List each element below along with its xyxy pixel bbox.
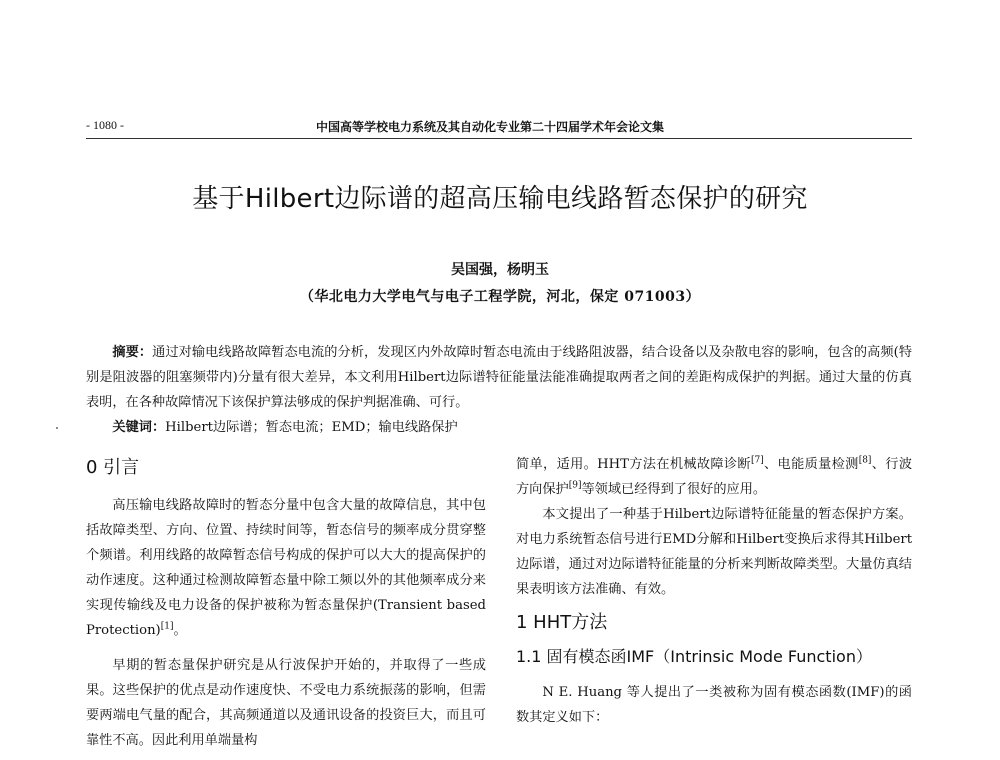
cont-text-b: 、电能质量检测 — [763, 457, 859, 472]
citation-9: [9] — [568, 480, 582, 491]
imf-paragraph: N E. Huang 等人提出了一类被称为固有模态函数(IMF)的函数其定义如下： — [516, 685, 912, 725]
left-column — [86, 452, 486, 753]
intro-paragraph-2: 早期的暂态量保护研究是从行波保护开始的，并取得了一些成果。这些保护的优点是动作速度快、不受电力系统振荡的影响，但需要两端电气量的配合，其高频通道以及通讯设备的投资巨大，而且可靠性不高。因此利用单端量构 — [86, 658, 486, 748]
journal-title: 中国高等学校电力系统及其自动化专业第二十四届学术年会论文集 — [316, 120, 665, 134]
abstract-block — [86, 340, 912, 440]
citation-1: [1] — [160, 621, 174, 632]
abstract — [86, 340, 912, 415]
running-header — [86, 118, 912, 139]
section-heading-hht: 1 HHT方法 — [516, 612, 608, 633]
cont-text-d: 等领域已经得到了很好的应用。 — [581, 482, 767, 497]
intro-paragraph-1-text: 高压输电线路故障时的暂态分量中包含大量的故障信息，其中包括故障类型、方向、位置、持续时间等，暂态信号的频率成分贯穿整个频谱。利用线路的故障暂态信号构成的保护可以大大的提高保护的动作速度。这种通过检测故障暂态量中除工频以外的其他频率成分来实现传输线及电力设备的保护被称为暂态量保护(Transient based Protection) — [86, 498, 486, 638]
abstract-label: 摘要： — [112, 345, 153, 360]
cont-text-c: 、行波方向保护 — [516, 457, 913, 497]
citation-7: [7] — [750, 455, 764, 466]
citation-8: [8] — [858, 455, 872, 466]
keywords-label: 关键词： — [112, 420, 166, 435]
continued-paragraph — [516, 452, 912, 502]
proposal-paragraph: 本文提出了一种基于Hilbert边际谱特征能量的暂态保护方案。对电力系统暂态信号进行EMD分解和Hilbert变换后求得其Hilbert边际谱，通过对边际谱特征能量的分析来判断故障类型。大量仿真结果表明该方法准确、有效。 — [516, 507, 912, 597]
abstract-text: 通过对输电线路故障暂态电流的分析，发现区内外故障时暂态电流由于线路阻波器，结合设备以及杂散电容的影响，包含的高频(特别是阻波器的阻塞频带内)分量有很大差异，本文利用Hilbert边际谱特征能量法能准确提取两者之间的差距构成保护的判据。通过大量的仿真表明，在各种故障情况下该保护算法够成的保护判据准确、可行。 — [86, 345, 913, 410]
cont-text-a: 简单，适用。HHT方法在机械故障诊断 — [516, 457, 751, 472]
stray-dot — [56, 427, 58, 429]
section-heading-intro: 0 引言 — [86, 457, 140, 478]
intro-paragraph-1-end: 。 — [173, 623, 187, 638]
intro-paragraph-1 — [86, 493, 486, 643]
subsection-heading-imf: 1.1 固有模态函IMF（Intrinsic Mode Function） — [516, 647, 872, 666]
authors: 吴国强，杨明玉 — [451, 262, 549, 278]
keywords — [86, 415, 912, 440]
affiliation: （华北电力大学电气与电子工程学院，河北，保定 071003） — [299, 289, 701, 305]
paper-title: 基于Hilbert边际谱的超高压输电线路暂态保护的研究 — [192, 184, 808, 214]
right-column — [516, 452, 912, 730]
keywords-text: Hilbert边际谱；暂态电流；EMD；输电线路保护 — [165, 420, 458, 435]
page-number: - 1080 - — [86, 118, 124, 132]
